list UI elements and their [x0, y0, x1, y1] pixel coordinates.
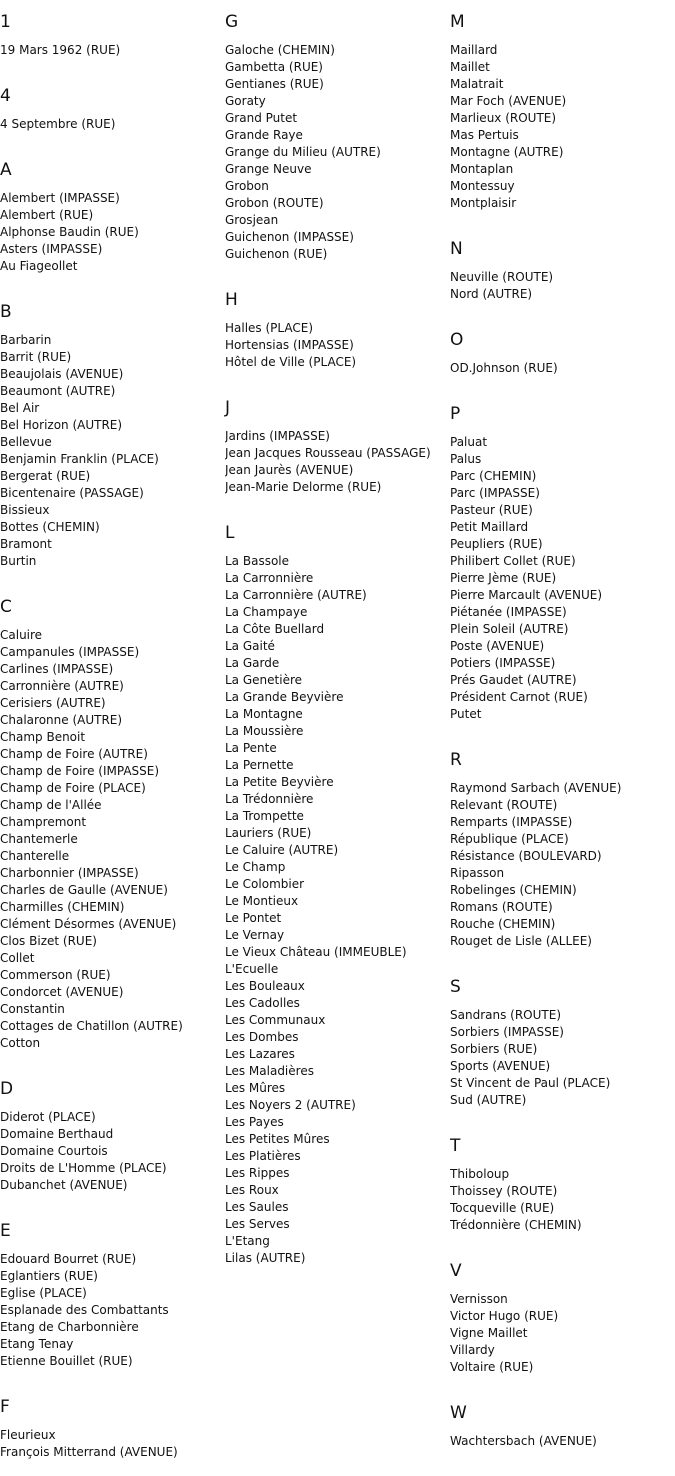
street-name: Petit Maillard — [450, 520, 529, 534]
letter-heading: O — [450, 330, 464, 350]
letter-group — [450, 330, 675, 392]
group-spacer — [0, 570, 225, 585]
street-name: Le Pontet — [225, 911, 282, 925]
street-name: Les Noyers 2 (AUTRE) — [225, 1098, 356, 1112]
street-list — [225, 428, 450, 496]
street-name: Champ de l'Allée — [0, 798, 102, 812]
street-name: 19 Mars 1962 (RUE) — [0, 43, 121, 57]
street-name: Burtin — [0, 554, 37, 568]
street-name: Le Vieux Château (IMMEUBLE) — [225, 945, 407, 959]
letter-heading: C — [0, 597, 12, 617]
street-name: Montagne (AUTRE) — [450, 145, 564, 159]
street-name: Philibert Collet (RUE) — [450, 554, 576, 568]
street-name: Villardy — [450, 1343, 495, 1357]
street-name: Grobon (ROUTE) — [225, 196, 324, 210]
street-name: Au Fiageollet — [0, 259, 78, 273]
street-name: Cerisiers (AUTRE) — [0, 696, 106, 710]
street-list — [0, 116, 225, 133]
group-spacer — [0, 275, 225, 290]
letter-group — [0, 597, 225, 1067]
street-name: Le Champ — [225, 860, 286, 874]
letter-group — [0, 1221, 225, 1385]
street-name: Les Bouleaux — [225, 979, 305, 993]
street-name: François Mitterrand (AVENUE) — [0, 1445, 178, 1459]
street-name: Mas Pertuis — [450, 128, 519, 142]
letter-heading: T — [450, 1136, 461, 1156]
street-list — [0, 42, 225, 59]
street-name: Cottages de Chatillon (AUTRE) — [0, 1019, 183, 1033]
street-name: Condorcet (AVENUE) — [0, 985, 124, 999]
street-name: Putet — [450, 707, 482, 721]
street-name: Robelinges (CHEMIN) — [450, 883, 577, 897]
group-spacer — [450, 377, 675, 392]
street-name: Galoche (CHEMIN) — [225, 43, 335, 57]
street-name: Diderot (PLACE) — [0, 1110, 96, 1124]
street-name: Thoissey (ROUTE) — [450, 1184, 558, 1198]
street-name: Le Montieux — [225, 894, 299, 908]
street-name: Bicentenaire (PASSAGE) — [0, 486, 144, 500]
street-name: Bergerat (RUE) — [0, 469, 91, 483]
street-list — [450, 360, 675, 377]
street-list — [225, 553, 450, 1267]
street-name: Hortensias (IMPASSE) — [225, 338, 354, 352]
street-name: Rouche (CHEMIN) — [450, 917, 556, 931]
letter-heading: R — [450, 750, 462, 770]
street-name: Les Communaux — [225, 1013, 326, 1027]
letter-group — [450, 1261, 675, 1391]
street-list — [450, 269, 675, 303]
letter-group — [450, 750, 675, 965]
street-name: Goraty — [225, 94, 266, 108]
street-name: Les Payes — [225, 1115, 284, 1129]
street-name: Eglise (PLACE) — [0, 1286, 87, 1300]
group-spacer — [450, 212, 675, 227]
street-name: Commerson (RUE) — [0, 968, 111, 982]
street-name: La Pernette — [225, 758, 294, 772]
street-name: Guichenon (IMPASSE) — [225, 230, 354, 244]
street-name: Lauriers (RUE) — [225, 826, 312, 840]
street-name: Sandrans (ROUTE) — [450, 1008, 561, 1022]
letter-heading: G — [225, 12, 239, 32]
street-list — [450, 434, 675, 723]
street-name: Les Lazares — [225, 1047, 295, 1061]
letter-heading: B — [0, 302, 12, 322]
letter-group — [450, 977, 675, 1124]
street-name: Beaujolais (AVENUE) — [0, 367, 124, 381]
street-name: Romans (ROUTE) — [450, 900, 553, 914]
street-name: La Garde — [225, 656, 280, 670]
letter-group — [0, 160, 225, 290]
street-name: Etienne Bouillet (RUE) — [0, 1354, 133, 1368]
street-name: Nord (AUTRE) — [450, 287, 533, 301]
letter-group — [225, 523, 450, 1282]
street-name: Paluat — [450, 435, 488, 449]
street-name: Les Maladières — [225, 1064, 314, 1078]
street-name: Champ de Foire (AUTRE) — [0, 747, 148, 761]
street-name: Thiboloup — [450, 1167, 510, 1181]
street-name: Champ Benoit — [0, 730, 86, 744]
letter-group — [0, 86, 225, 148]
street-name: Charbonnier (IMPASSE) — [0, 866, 139, 880]
street-name: Marlieux (ROUTE) — [450, 111, 557, 125]
street-name: Alphonse Baudin (RUE) — [0, 225, 139, 239]
street-name: Bel Horizon (AUTRE) — [0, 418, 123, 432]
street-name: Cotton — [0, 1036, 41, 1050]
street-name: Bel Air — [0, 401, 40, 415]
street-name: Fleurieux — [0, 1428, 56, 1442]
street-name: Eglantiers (RUE) — [0, 1269, 98, 1283]
street-name: Grand Putet — [225, 111, 298, 125]
street-name: Charles de Gaulle (AVENUE) — [0, 883, 168, 897]
letter-heading: E — [0, 1221, 11, 1241]
street-name: L'Ecuelle — [225, 962, 279, 976]
street-name: Potiers (IMPASSE) — [450, 656, 556, 670]
letter-group — [450, 239, 675, 318]
street-name: Hôtel de Ville (PLACE) — [225, 355, 357, 369]
letter-heading: L — [225, 523, 235, 543]
street-name: Victor Hugo (RUE) — [450, 1309, 559, 1323]
street-name: Rouget de Lisle (ALLEE) — [450, 934, 592, 948]
street-name: Les Saules — [225, 1200, 289, 1214]
street-name: Neuville (ROUTE) — [450, 270, 554, 284]
letter-group — [0, 1397, 225, 1476]
street-name: Peupliers (RUE) — [450, 537, 543, 551]
letter-group — [0, 12, 225, 74]
street-name: La Pente — [225, 741, 277, 755]
street-name: Palus — [450, 452, 482, 466]
street-name: Champ de Foire (PLACE) — [0, 781, 146, 795]
street-name: Lilas (AUTRE) — [225, 1251, 306, 1265]
street-name: Président Carnot (RUE) — [450, 690, 588, 704]
street-name: Parc (IMPASSE) — [450, 486, 540, 500]
street-name: Etang de Charbonnière — [0, 1320, 139, 1334]
letter-heading: P — [450, 404, 461, 424]
street-name: Grange Neuve — [225, 162, 312, 176]
letter-group — [450, 1136, 675, 1249]
street-name: Malatrait — [450, 77, 504, 91]
street-name: Les Roux — [225, 1183, 279, 1197]
street-name: Domaine Courtois — [0, 1144, 108, 1158]
street-name: La Grande Beyvière — [225, 690, 344, 704]
street-name: Parc (CHEMIN) — [450, 469, 537, 483]
street-list — [450, 1291, 675, 1376]
street-name: Piétanée (IMPASSE) — [450, 605, 567, 619]
street-name: Vernisson — [450, 1292, 508, 1306]
street-name: Edouard Bourret (RUE) — [0, 1252, 137, 1266]
street-name: Jardins (IMPASSE) — [225, 429, 330, 443]
index-column-3 — [450, 0, 675, 1465]
street-name: Plein Soleil (AUTRE) — [450, 622, 569, 636]
street-name: Raymond Sarbach (AVENUE) — [450, 781, 622, 795]
street-list — [225, 320, 450, 371]
street-name: Grosjean — [225, 213, 279, 227]
letter-heading: 1 — [0, 12, 11, 32]
index-column-2 — [225, 0, 450, 1282]
letter-heading: F — [0, 1397, 10, 1417]
street-name: Clément Désormes (AVENUE) — [0, 917, 177, 931]
street-name: Les Mûres — [225, 1081, 286, 1095]
street-name: Jean Jaurès (AVENUE) — [225, 463, 354, 477]
street-name: Domaine Berthaud — [0, 1127, 114, 1141]
street-name: Pierre Marcault (AVENUE) — [450, 588, 603, 602]
street-list — [450, 42, 675, 212]
street-name: Carlines (IMPASSE) — [0, 662, 114, 676]
street-name: Les Petites Mûres — [225, 1132, 330, 1146]
street-name: Benjamin Franklin (PLACE) — [0, 452, 159, 466]
street-name: Le Vernay — [225, 928, 285, 942]
letter-group — [225, 12, 450, 278]
group-spacer — [450, 1450, 675, 1465]
street-name: Chanterelle — [0, 849, 70, 863]
street-name: Vigne Maillet — [450, 1326, 528, 1340]
street-name: Montaplan — [450, 162, 514, 176]
group-spacer — [0, 1052, 225, 1067]
letter-group — [225, 290, 450, 386]
group-spacer — [0, 1461, 225, 1476]
street-name: 4 Septembre (RUE) — [0, 117, 116, 131]
letter-group — [450, 12, 675, 227]
street-name: Grande Raye — [225, 128, 303, 142]
group-spacer — [450, 1234, 675, 1249]
street-name: Grobon — [225, 179, 269, 193]
street-list — [0, 190, 225, 275]
street-name: Prés Gaudet (AUTRE) — [450, 673, 577, 687]
street-list — [0, 1251, 225, 1370]
street-name: Tocqueville (RUE) — [450, 1201, 555, 1215]
street-name: Dubanchet (AVENUE) — [0, 1178, 128, 1192]
street-name: Le Caluire (AUTRE) — [225, 843, 339, 857]
letter-group — [225, 398, 450, 511]
group-spacer — [450, 723, 675, 738]
street-name: Caluire — [0, 628, 43, 642]
street-name: Montplaisir — [450, 196, 517, 210]
street-name: St Vincent de Paul (PLACE) — [450, 1076, 611, 1090]
street-name: Champ de Foire (IMPASSE) — [0, 764, 160, 778]
street-name: Les Platières — [225, 1149, 301, 1163]
street-name: Carronnière (AUTRE) — [0, 679, 124, 693]
group-spacer — [0, 1194, 225, 1209]
street-list — [450, 1166, 675, 1234]
street-name: Bramont — [0, 537, 52, 551]
street-name: Bissieux — [0, 503, 50, 517]
street-name: La Trédonnière — [225, 792, 314, 806]
street-name: La Côte Buellard — [225, 622, 325, 636]
group-spacer — [450, 1109, 675, 1124]
letter-group — [0, 1079, 225, 1209]
letter-group — [0, 302, 225, 585]
street-name: La Carronnière — [225, 571, 314, 585]
letter-heading: D — [0, 1079, 14, 1099]
group-spacer — [0, 133, 225, 148]
street-name: République (PLACE) — [450, 832, 569, 846]
letter-group — [450, 404, 675, 738]
street-name: Charmilles (CHEMIN) — [0, 900, 125, 914]
street-name: Gentianes (RUE) — [225, 77, 324, 91]
street-list — [0, 332, 225, 570]
street-list — [450, 780, 675, 950]
group-spacer — [450, 950, 675, 965]
street-name: Les Serves — [225, 1217, 290, 1231]
street-name: La Petite Beyvière — [225, 775, 334, 789]
street-name: La Gaité — [225, 639, 275, 653]
street-name: Campanules (IMPASSE) — [0, 645, 140, 659]
street-name: Sports (AVENUE) — [450, 1059, 551, 1073]
street-name: Alembert (RUE) — [0, 208, 94, 222]
street-name: Barrit (RUE) — [0, 350, 72, 364]
street-name: Bellevue — [0, 435, 52, 449]
letter-heading: V — [450, 1261, 462, 1281]
street-name: Beaumont (AUTRE) — [0, 384, 116, 398]
index-column-1 — [0, 0, 225, 1476]
street-name: Sud (AUTRE) — [450, 1093, 527, 1107]
group-spacer — [450, 1376, 675, 1391]
street-list — [0, 627, 225, 1052]
street-list — [450, 1433, 675, 1450]
letter-group — [450, 1403, 675, 1465]
street-name: Maillet — [450, 60, 490, 74]
letter-heading: 4 — [0, 86, 11, 106]
letter-heading: S — [450, 977, 461, 997]
street-list — [450, 1007, 675, 1109]
street-name: Trédonnière (CHEMIN) — [450, 1218, 582, 1232]
street-name: La Carronnière (AUTRE) — [225, 588, 367, 602]
street-name: Mar Foch (AVENUE) — [450, 94, 567, 108]
street-name: Pierre Jème (RUE) — [450, 571, 557, 585]
group-spacer — [225, 263, 450, 278]
letter-heading: J — [225, 398, 231, 418]
street-name: Remparts (IMPASSE) — [450, 815, 573, 829]
street-name: La Trompette — [225, 809, 304, 823]
street-name: Champremont — [0, 815, 87, 829]
street-name: Grange du Milieu (AUTRE) — [225, 145, 381, 159]
street-name: La Moussière — [225, 724, 304, 738]
street-name: Barbarin — [0, 333, 52, 347]
street-name: Les Dombes — [225, 1030, 299, 1044]
street-name: Etang Tenay — [0, 1337, 74, 1351]
street-name: Relevant (ROUTE) — [450, 798, 558, 812]
group-spacer — [450, 303, 675, 318]
group-spacer — [225, 371, 450, 386]
street-name: Droits de L'Homme (PLACE) — [0, 1161, 167, 1175]
letter-heading: W — [450, 1403, 467, 1423]
letter-heading: A — [0, 160, 12, 180]
street-name: Le Colombier — [225, 877, 305, 891]
street-name: Pasteur (RUE) — [450, 503, 533, 517]
street-name: Alembert (IMPASSE) — [0, 191, 120, 205]
letter-heading: M — [450, 12, 465, 32]
street-list — [0, 1427, 225, 1461]
street-name: Jean-Marie Delorme (RUE) — [225, 480, 382, 494]
group-spacer — [225, 496, 450, 511]
street-name: OD.Johnson (RUE) — [450, 361, 558, 375]
street-name: Wachtersbach (AVENUE) — [450, 1434, 597, 1448]
street-name: Voltaire (RUE) — [450, 1360, 534, 1374]
street-name: Asters (IMPASSE) — [0, 242, 103, 256]
group-spacer — [0, 1370, 225, 1385]
letter-heading: H — [225, 290, 238, 310]
street-name: Clos Bizet (RUE) — [0, 934, 97, 948]
street-name: L'Etang — [225, 1234, 270, 1248]
street-name: Poste (AVENUE) — [450, 639, 545, 653]
street-name: Montessuy — [450, 179, 515, 193]
street-name: Sorbiers (RUE) — [450, 1042, 538, 1056]
street-name: La Montagne — [225, 707, 303, 721]
street-list — [0, 1109, 225, 1194]
street-name: La Genetière — [225, 673, 302, 687]
street-name: Maillard — [450, 43, 498, 57]
street-name: Les Rippes — [225, 1166, 290, 1180]
street-name: Bottes (CHEMIN) — [0, 520, 100, 534]
street-name: Halles (PLACE) — [225, 321, 314, 335]
street-name: Ripasson — [450, 866, 505, 880]
street-name: La Champaye — [225, 605, 308, 619]
street-name: Résistance (BOULEVARD) — [450, 849, 602, 863]
street-name: Esplanade des Combattants — [0, 1303, 169, 1317]
group-spacer — [0, 59, 225, 74]
street-name: Guichenon (RUE) — [225, 247, 328, 261]
street-name: Gambetta (RUE) — [225, 60, 323, 74]
group-spacer — [225, 1267, 450, 1282]
street-name: Chalaronne (AUTRE) — [0, 713, 123, 727]
street-name: Chantemerle — [0, 832, 78, 846]
street-name: La Bassole — [225, 554, 290, 568]
street-name: Sorbiers (IMPASSE) — [450, 1025, 564, 1039]
street-name: Collet — [0, 951, 35, 965]
street-name: Les Cadolles — [225, 996, 300, 1010]
letter-heading: N — [450, 239, 463, 259]
street-list — [225, 42, 450, 263]
street-name: Constantin — [0, 1002, 65, 1016]
street-name: Jean Jacques Rousseau (PASSAGE) — [225, 446, 431, 460]
